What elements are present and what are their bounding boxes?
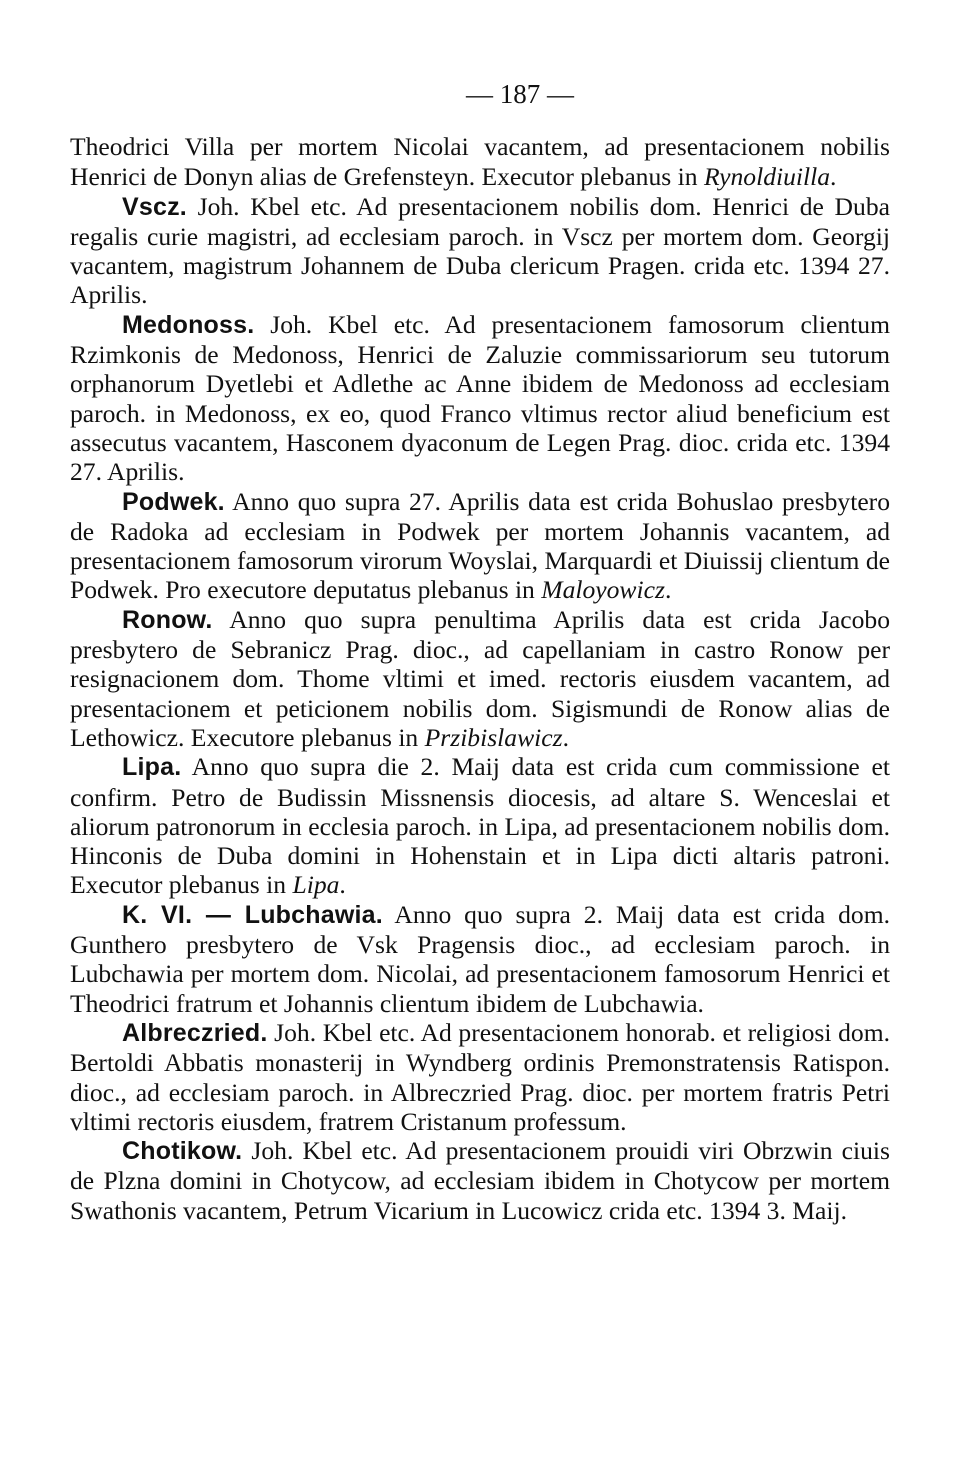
page: [70, 78, 890, 1225]
entry-text: Anno quo supra 2. Maij data est crida dom. Gunthero presbytero de Vsk Pragensis dioc., ad ecclesiam paroch. in Lubchawia per mortem dom. Nicolai, ad presentacionem famosorum Henrici et Theodrici fratrum et Johannis clientum ibidem de Lubchawia.: [70, 899, 890, 1018]
entry-text: Theodrici Villa per mortem Nicolai vacantem, ad presentacionem nobilis Henrici de Donyn alias de Grefensteyn. Executor plebanus in: [70, 132, 890, 192]
entry-heading: Albreczried.: [122, 1018, 268, 1047]
body-text: [70, 132, 890, 1225]
entry-text-end: .: [562, 722, 569, 752]
entry-albreczried: [70, 1018, 890, 1136]
entry-ronow: [70, 605, 890, 752]
entry-podwek: [70, 487, 890, 605]
entry-text-end: .: [664, 575, 672, 605]
entry-italic: Maloyowicz: [541, 575, 665, 605]
entry-text: Joh. Kbel etc. Ad presentacionem famosorum clientum Rzimkonis de Medonoss, Henrici de Zaluzie commissariorum seu tutorum orphanorum Dyetlebi et Adlethe ac Anne ibidem de Medonoss ad ecclesiam paroch. in Medonoss, ex eo, quod Franco vltimus rector aliud beneficium est assecutus vacantem, Hasconem dyaconum de Legen Prag. dioc. crida etc. 1394 27. Aprilis.: [70, 309, 890, 487]
entry-text: Joh. Kbel etc. Ad presentacionem nobilis dom. Henrici de Duba regalis curie magistri, ad ecclesiam paroch. in Vscz per mortem dom. Georgij vacantem, magistrum Johannem de Duba clericum Pragen. crida etc. 1394 27. Aprilis.: [70, 191, 890, 310]
entry-italic: Lipa: [292, 870, 340, 900]
entry-vscz: [70, 192, 890, 310]
page-number: — 187 —: [466, 79, 574, 109]
entry-text: Anno quo supra die 2. Maij data est crida cum commissione et confirm. Petro de Budissin Missnensis diocesis, ad altare S. Wenceslai et aliorum patronorum in ecclesia paroch. in Lipa, ad presentacionem nobilis dom. Hinconis de Duba domini in Hohenstain et in Lipa dicti altaris patroni. Executor plebanus in: [70, 752, 890, 900]
entry-heading: Chotikow.: [122, 1137, 243, 1166]
entry-heading: Ronow.: [122, 605, 213, 634]
entry-theodrici-villa: [70, 132, 890, 192]
entry-heading: Podwek.: [122, 487, 225, 516]
entry-heading: Medonoss.: [122, 310, 255, 339]
entry-heading: K. VI. — Lubchawia.: [122, 900, 383, 929]
entry-lipa: [70, 752, 890, 899]
entry-lubchawia: [70, 900, 890, 1018]
entry-text-end: .: [339, 870, 346, 900]
entry-heading: Lipa.: [122, 753, 182, 782]
entry-text-end: .: [830, 162, 837, 192]
entry-text: Joh. Kbel etc. Ad presentacionem prouidi viri Obrzwin ciuis de Plzna domini in Chotycow, ad ecclesiam ibidem in Chotycow per mortem Swathonis vacantem, Petrum Vicarium in Lucowicz crida etc. 1394 3. Maij.: [70, 1136, 890, 1225]
entry-heading: Vscz.: [122, 192, 187, 221]
entry-medonoss: [70, 310, 890, 487]
entry-text: Anno quo supra 27. Aprilis data est crida Bohuslao presbytero de Radoka ad ecclesiam in Podwek per mortem Johannis vacantem, ad presentacionem famosorum virorum Woyslai, Marquardi et Diuissij clientum de Podwek. Pro executore deputatus plebanus in: [70, 486, 890, 605]
entry-text: Joh. Kbel etc. Ad presentacionem honorab. et religiosi dom. Bertoldi Abbatis monasterij in Wyndberg ordinis Premonstratensis Ratispon. dioc., ad ecclesiam paroch. in Albreczried Prag. dioc. per mortem fratris Petri vltimi rectoris eiusdem, fratrem Cristanum professum.: [70, 1017, 890, 1136]
entry-italic: Rynoldiuilla: [703, 162, 831, 192]
entry-italic: Przibislawicz: [424, 722, 563, 752]
entry-text: Anno quo supra penultima Aprilis data est crida Jacobo presbytero de Sebranicz Prag. dioc., ad capellaniam in castro Ronow per resignacionem dom. Thome vltimi et imed. rectoris eiusdem vacantem, ad presentacionem et peticionem nobilis dom. Sigismundi de Ronow alias de Lethowicz. Executore plebanus in: [70, 604, 890, 752]
entry-chotikow: [70, 1136, 890, 1225]
